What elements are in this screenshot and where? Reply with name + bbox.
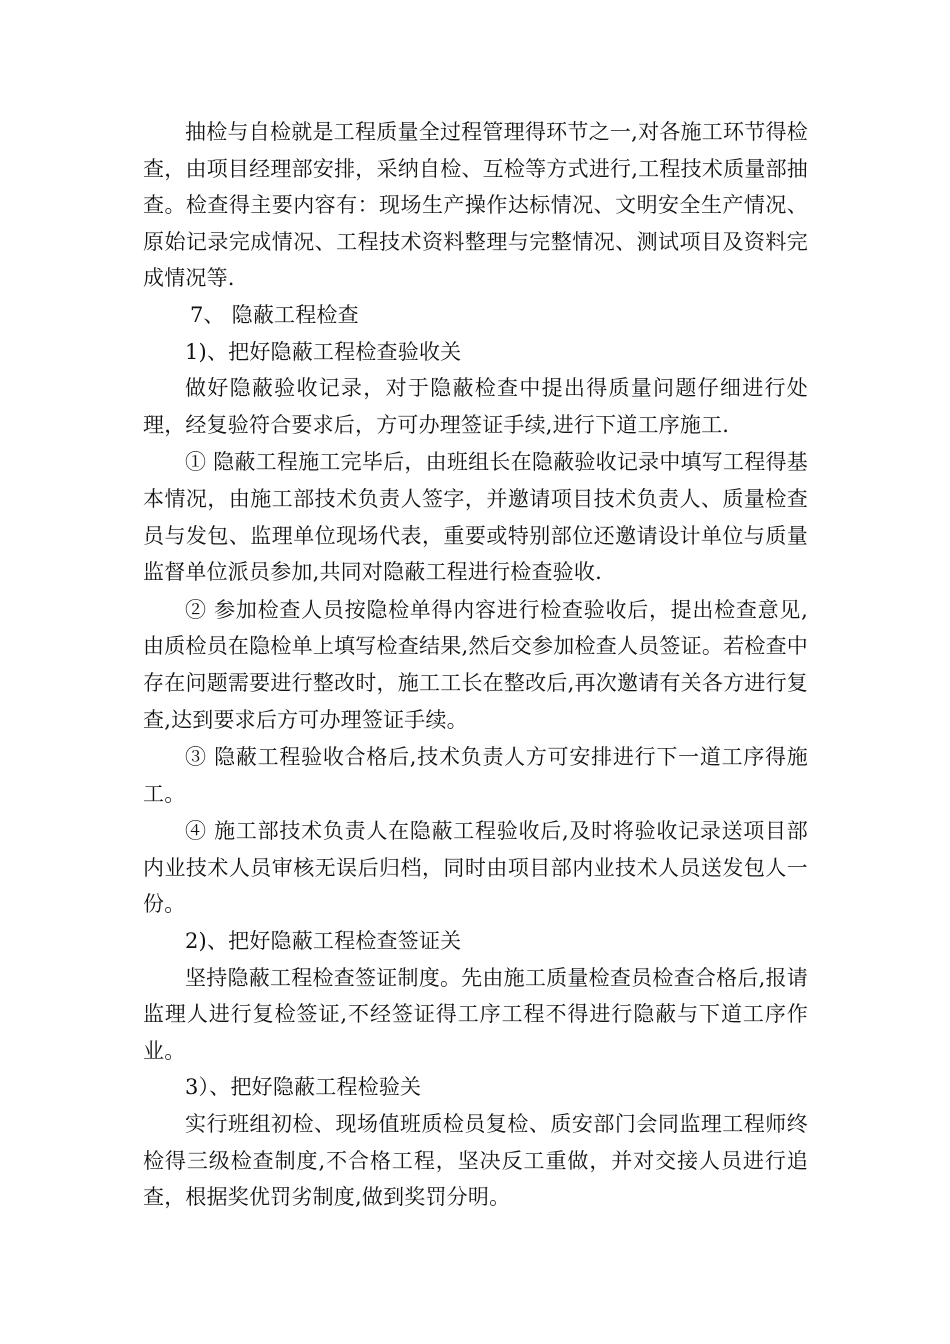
numbered-item: ④ 施工部技术负责人在隐蔽工程验收后,及时将验收记录送项目部内业技术人员审核无误后归档，同时由项目部内业技术人员送发包人一份。	[143, 819, 808, 917]
section-heading: 7、 隐蔽工程检查	[190, 302, 359, 327]
numbered-item: ③ 隐蔽工程验收合格后,技术负责人方可安排进行下一道工序得施工。	[143, 745, 808, 806]
subsection-paragraph: 做好隐蔽验收记录，对于隐蔽检查中提出得质量问题仔细进行处理，经复验符合要求后，方可办理签证手续,进行下道工序施工.	[143, 376, 808, 437]
intro-paragraph: 抽检与自检就是工程质量全过程管理得环节之一,对各施工环节得检查，由项目经理部安排，采纳自检、互检等方式进行,工程技术质量部抽查。检查得主要内容有：现场生产操作达标情况、文明安全生产情况、原始记录完成情况、工程技术资料整理与完整情况、测试项目及资料完成情况等.	[143, 120, 808, 291]
subsection-heading: 1)、把好隐蔽工程检查验收关	[185, 339, 462, 364]
numbered-item: ② 参加检查人员按隐检单得内容进行检查验收后，提出检查意见,由质检员在隐检单上填写检查结果,然后交参加检查人员签证。若检查中存在问题需要进行整改时，施工工长在整改后,再次邀请有关各方进行复查,达到要求后方可办理签证手续。	[143, 597, 808, 732]
subsection-paragraph: 坚持隐蔽工程检查签证制度。先由施工质量检查员检查合格后,报请监理人进行复检签证,不经签证得工序工程不得进行隐蔽与下道工序作业。	[143, 965, 808, 1063]
subsection-paragraph: 实行班组初检、现场值班质检员复检、质安部门会同监理工程师终检得三级检查制度,不合格工程，坚决反工重做，并对交接人员进行追查，根据奖优罚劣制度,做到奖罚分明。	[143, 1112, 808, 1210]
numbered-item: ① 隐蔽工程施工完毕后，由班组长在隐蔽验收记录中填写工程得基本情况，由施工部技术负责人签字，并邀请项目技术负责人、质量检查员与发包、监理单位现场代表，重要或特别部位还邀请设计单位与质量监督单位派员参加,共同对隐蔽工程进行检查验收.	[143, 450, 808, 585]
subsection-heading: 2)、把好隐蔽工程检查签证关	[185, 929, 462, 954]
document-body	[143, 114, 808, 1216]
subsection-heading: 3）、把好隐蔽工程检验关	[185, 1075, 422, 1100]
